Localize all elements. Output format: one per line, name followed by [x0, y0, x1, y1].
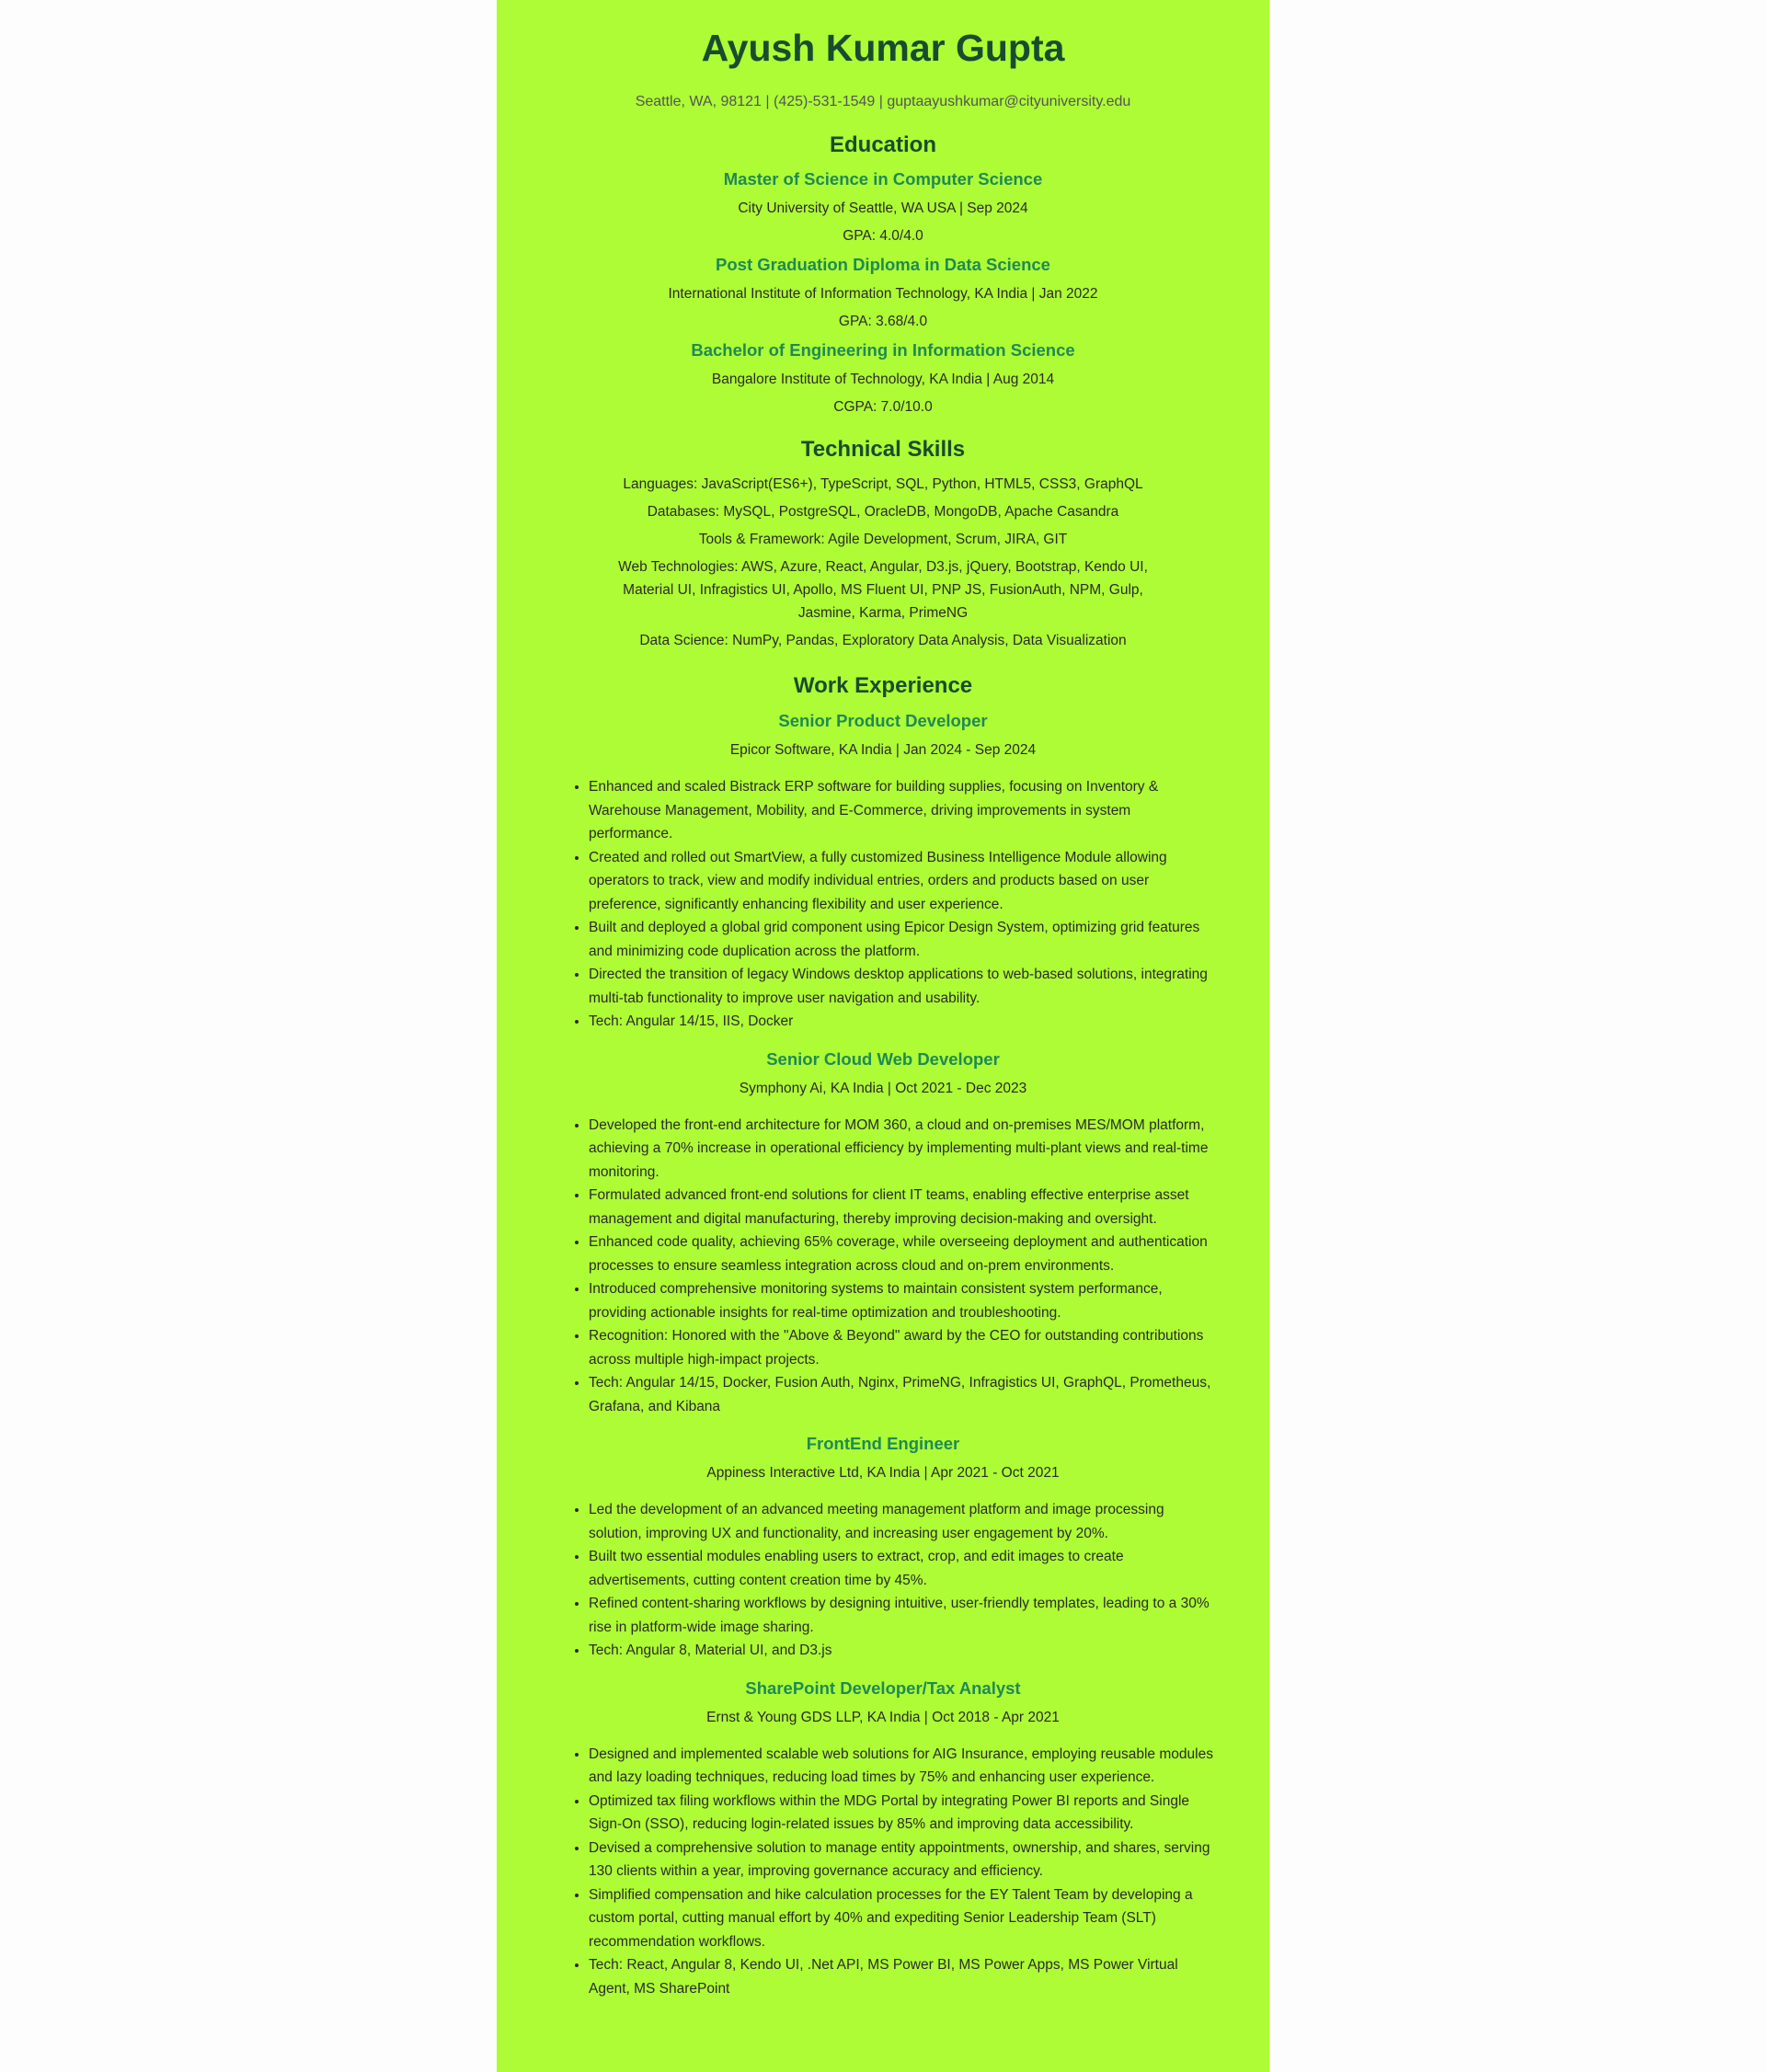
list-item: • Built two essential modules enabling users to extract, crop, and edit images to create advertisements, cutting content creation time by 45%.	[589, 1545, 1216, 1592]
job-entry	[533, 1677, 1233, 2001]
list-item: • Tech: Angular 14/15, Docker, Fusion Auth, Nginx, PrimeNG, Infragistics UI, GraphQL, Prometheus, Grafana, and Kibana	[589, 1371, 1216, 1418]
education-entry	[533, 168, 1233, 246]
job-company: Appiness Interactive Ltd, KA India | Apr 2021 - Oct 2021	[706, 1465, 1060, 1481]
skills-languages: Languages: JavaScript(ES6+), TypeScript, SQL, Python, HTML5, CSS3, GraphQL	[623, 476, 1143, 492]
skills-web-technologies: Web Technologies: AWS, Azure, React, Angular, D3.js, jQuery, Bootstrap, Kendo UI, Material UI, Infragistics UI, Apollo, MS Fluent UI, PNP JS, FusionAuth, NPM, Gulp, Jasmine, Karma, PrimeNG	[618, 559, 1148, 621]
job-bullets	[533, 1498, 1233, 1663]
job-entry	[533, 1048, 1233, 1419]
job-entry	[533, 1433, 1233, 1663]
list-item: • Introduced comprehensive monitoring systems to maintain consistent system performance, providing actionable insights for real-time optimization and troubleshooting.	[589, 1277, 1216, 1324]
contact-info: Seattle, WA, 98121 | (425)-531-1549 | guptaayushkumar@cityuniversity.edu	[635, 94, 1131, 109]
school-line: International Institute of Information Technology, KA India | Jan 2022	[668, 286, 1098, 302]
degree-title: Master of Science in Computer Science	[723, 169, 1043, 189]
skills-heading: Technical Skills	[800, 437, 966, 462]
job-role: SharePoint Developer/Tax Analyst	[745, 1677, 1021, 1698]
resume-page	[497, 0, 1269, 2072]
list-item: • Led the development of an advanced meeting management platform and image processing solution, improving UX and functionality, and increasing user engagement by 20%.	[589, 1498, 1216, 1545]
skills-list	[533, 473, 1233, 652]
list-item: • Recognition: Honored with the "Above & Beyond" award by the CEO for outstanding contributions across multiple high-impact projects.	[589, 1324, 1216, 1371]
job-company: Symphony Ai, KA India | Oct 2021 - Dec 2023	[739, 1080, 1027, 1096]
experience-heading: Work Experience	[793, 673, 973, 698]
skills-data-science: Data Science: NumPy, Pandas, Exploratory Data Analysis, Data Visualization	[639, 633, 1127, 648]
job-role: Senior Product Developer	[778, 711, 988, 730]
education-entry	[533, 254, 1233, 331]
list-item: • Refined content-sharing workflows by designing intuitive, user-friendly templates, leading to a 30% rise in platform-wide image sharing.	[589, 1592, 1216, 1639]
list-item: • Tech: Angular 14/15, IIS, Docker	[589, 1010, 1216, 1034]
job-company: Epicor Software, KA India | Jan 2024 - Sep 2024	[729, 742, 1037, 758]
degree-title: Bachelor of Engineering in Information Science	[691, 340, 1075, 360]
skills-databases: Databases: MySQL, PostgreSQL, OracleDB, MongoDB, Apache Casandra	[647, 504, 1119, 520]
list-item: • Optimized tax filing workflows within the MDG Portal by integrating Power BI reports and Single Sign-On (SSO), reducing login-related issues by 85% and improving data accessibility.	[589, 1790, 1216, 1837]
list-item: • Created and rolled out SmartView, a fully customized Business Intelligence Module allowing operators to track, view and modify individual entries, orders and products based on user preference, significantly enhancing flexibility and user experience.	[589, 846, 1216, 917]
job-company: Ernst & Young GDS LLP, KA India | Oct 2018 - Apr 2021	[706, 1709, 1060, 1725]
job-bullets	[533, 1743, 1233, 2001]
skills-tools: Tools & Framework: Agile Development, Scrum, JIRA, GIT	[698, 532, 1068, 547]
list-item: • Tech: Angular 8, Material UI, and D3.js	[589, 1639, 1216, 1663]
gpa-line: CGPA: 7.0/10.0	[833, 399, 933, 415]
gpa-line: GPA: 4.0/4.0	[843, 228, 923, 244]
school-line: Bangalore Institute of Technology, KA India | Aug 2014	[711, 372, 1055, 387]
job-entry	[533, 710, 1233, 1034]
list-item: • Designed and implemented scalable web solutions for AIG Insurance, employing reusable modules and lazy loading techniques, reducing load times by 75% and enhancing user experience.	[589, 1743, 1216, 1790]
list-item: • Developed the front-end architecture for MOM 360, a cloud and on-premises MES/MOM platform, achieving a 70% increase in operational efficiency by implementing multi-plant views and real-time monitoring.	[589, 1114, 1216, 1185]
job-role: Senior Cloud Web Developer	[766, 1048, 1000, 1069]
list-item: • Simplified compensation and hike calculation processes for the EY Talent Team by developing a custom portal, cutting manual effort by 40% and expediting Senior Leadership Team (SLT) recommendation workflows.	[589, 1883, 1216, 1954]
job-bullets	[533, 1114, 1233, 1419]
list-item: • Formulated advanced front-end solutions for client IT teams, enabling effective enterprise asset management and digital manufacturing, thereby improving decision-making and oversight.	[589, 1184, 1216, 1231]
list-item: • Enhanced code quality, achieving 65% coverage, while overseeing deployment and authentication processes to ensure seamless integration across cloud and on-prem environments.	[589, 1231, 1216, 1277]
list-item: • Devised a comprehensive solution to manage entity appointments, ownership, and shares, serving 130 clients within a year, improving governance accuracy and efficiency.	[589, 1837, 1216, 1883]
list-item: • Tech: React, Angular 8, Kendo UI, .Net API, MS Power BI, MS Power Apps, MS Power Virtual Agent, MS SharePoint	[589, 1953, 1216, 2000]
education-entry	[533, 339, 1233, 417]
job-role: FrontEnd Engineer	[806, 1434, 960, 1453]
education-heading: Education	[829, 132, 936, 157]
list-item: • Enhanced and scaled Bistrack ERP software for building supplies, focusing on Inventory & Warehouse Management, Mobility, and E-Commerce, driving improvements in system performance.	[589, 775, 1216, 846]
list-item: • Built and deployed a global grid component using Epicor Design System, optimizing grid features and minimizing code duplication across the platform.	[589, 916, 1216, 963]
candidate-name: Ayush Kumar Gupta	[701, 27, 1065, 69]
job-bullets	[533, 775, 1233, 1034]
degree-title: Post Graduation Diploma in Data Science	[716, 255, 1050, 274]
school-line: City University of Seattle, WA USA | Sep 2024	[738, 200, 1028, 216]
gpa-line: GPA: 3.68/4.0	[838, 314, 928, 329]
list-item: • Directed the transition of legacy Windows desktop applications to web-based solutions, integrating multi-tab functionality to improve user navigation and usability.	[589, 963, 1216, 1010]
